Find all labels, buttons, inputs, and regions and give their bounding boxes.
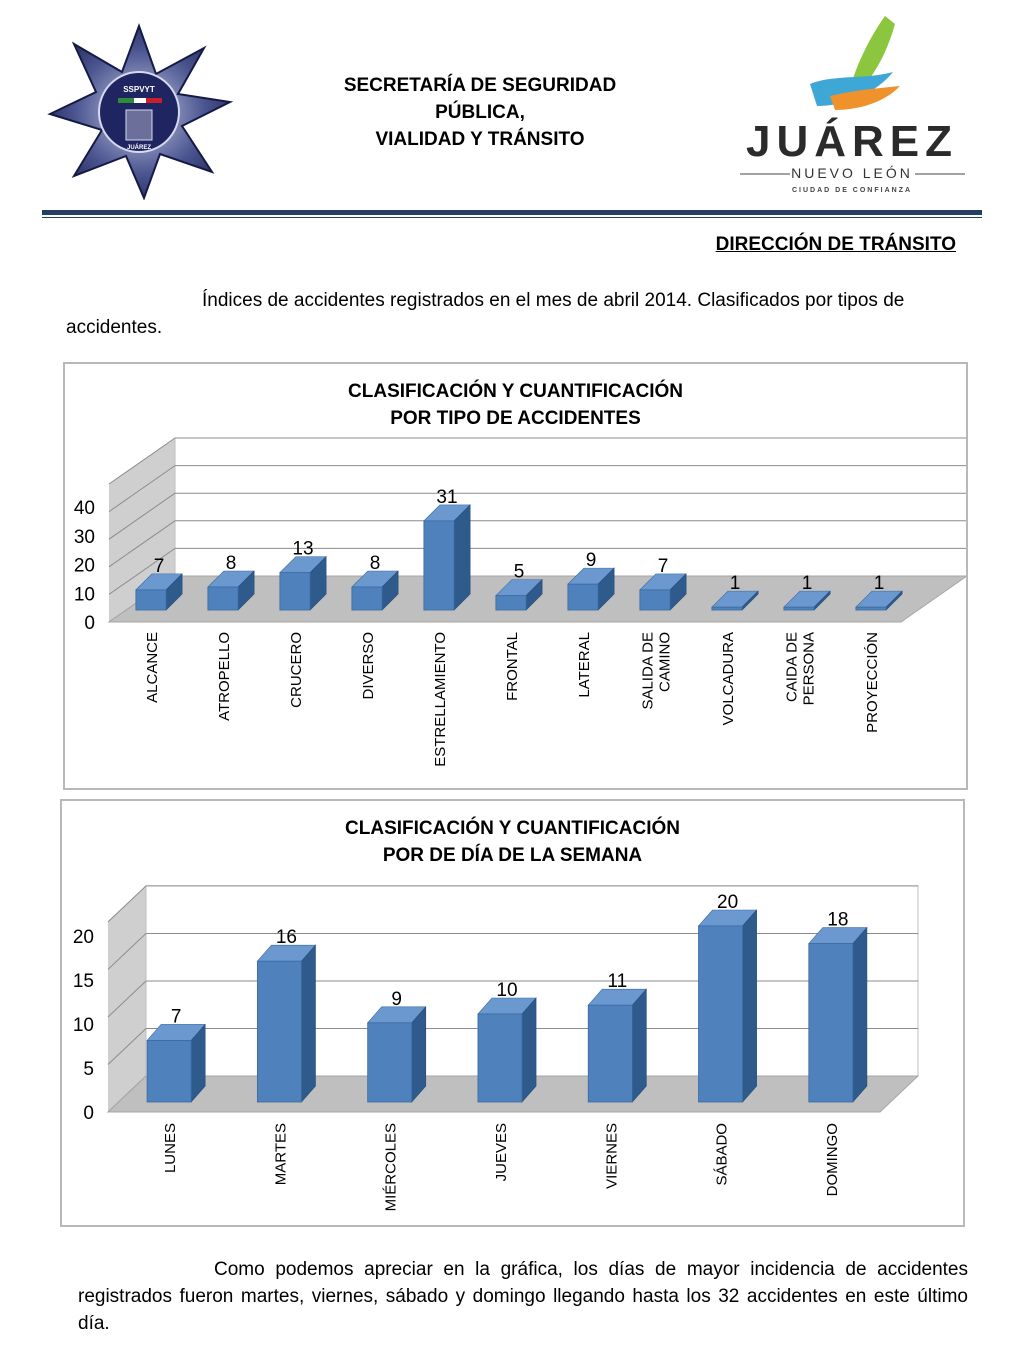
chart-bar [478, 1014, 522, 1102]
chart-bar-side [853, 928, 867, 1102]
juarez-logo-name: JUÁREZ [745, 117, 959, 166]
chart-accident-types [63, 362, 968, 790]
chart-data-label: 13 [292, 538, 314, 560]
chart-x-tick-label: DOMINGO [823, 1123, 841, 1197]
chart-bar-side [632, 989, 646, 1102]
intro-paragraph: Índices de accidentes registrados en el mes de abril 2014. Clasificados por tipos de accidentes. [66, 290, 905, 338]
chart-bar [147, 1040, 191, 1102]
chart-y-tick-label: 30 [73, 526, 95, 548]
chart-y-tick-label: 10 [73, 584, 95, 606]
chart-bar [280, 573, 310, 610]
chart-data-label: 1 [873, 573, 885, 595]
chart-data-label: 1 [801, 573, 813, 595]
chart-bar [784, 607, 814, 610]
chart-bar [809, 944, 853, 1102]
chart-y-tick-label: 15 [72, 971, 94, 992]
header-divider-thin [42, 217, 982, 218]
chart-x-tick-label: ATROPELLO [216, 632, 233, 721]
chart-bar [352, 587, 382, 610]
header-title-line: SECRETARÍA DE SEGURIDAD [343, 75, 617, 96]
juarez-leaf-logo-icon [735, 14, 970, 199]
chart-title-line: POR DE DÍA DE LA SEMANA [382, 845, 643, 866]
chart-x-tick-label: VOLCADURA [720, 632, 737, 726]
chart-bar-side [454, 505, 470, 610]
juarez-logo-subtitle: NUEVO LEÓN [791, 165, 913, 181]
chart-x-tick-label: ESTRELLAMIENTO [432, 632, 449, 767]
chart-data-label: 7 [170, 1006, 182, 1028]
juarez-logo-tagline: CIUDAD DE CONFIANZA [791, 187, 913, 194]
header-divider [42, 210, 982, 215]
chart-y-tick-label: 10 [72, 1015, 94, 1036]
chart-data-label: 11 [607, 971, 628, 993]
chart-x-tick-label: MIÉRCOLES [382, 1123, 400, 1212]
section-heading: DIRECCIÓN DE TRÁNSITO [715, 234, 956, 255]
chart-data-label: 18 [827, 909, 849, 931]
chart-x-tick-label: CRUCERO [288, 632, 305, 708]
chart-x-tick-label: PERSONA [800, 632, 818, 706]
header-title [300, 72, 660, 153]
chart-x-tick-label: PROYECCIÓN [864, 632, 881, 733]
chart-bar [368, 1023, 412, 1102]
chart-x-tick-label: ALCANCE [144, 632, 161, 703]
chart-data-label: 16 [275, 927, 297, 949]
chart-x-tick-label: DIVERSO [360, 632, 377, 700]
chart-bar [257, 961, 301, 1102]
chart-y-tick-label: 0 [84, 613, 95, 634]
chart-bar [856, 607, 886, 610]
chart-bar [699, 926, 743, 1102]
chart-bar [424, 521, 454, 610]
header-title-line: PÚBLICA, [435, 102, 525, 123]
conclusion-paragraph: Como podemos apreciar en la gráfica, los días de mayor incidencia de accidentes registrados fueron martes, viernes, sábado y domingo llegando hasta los 32 accidentes en este último día. [78, 1259, 968, 1334]
chart-bar [496, 596, 526, 610]
chart-data-label: 9 [585, 550, 597, 572]
chart-x-tick-label: LUNES [162, 1123, 180, 1174]
chart-title-line: CLASIFICACIÓN Y CUANTIFICACIÓN [345, 818, 680, 839]
chart-y-tick-label: 20 [73, 555, 95, 577]
chart-bar-side [301, 945, 315, 1102]
chart-data-label: 5 [513, 561, 525, 583]
chart-x-tick-label: VIERNES [603, 1123, 621, 1189]
badge-bottom-text: JUÁREZ [126, 145, 152, 151]
chart-data-label: 8 [225, 553, 237, 574]
chart-x-tick-label: LATERAL [576, 632, 593, 698]
header-title-line: VIALIDAD Y TRÁNSITO [375, 129, 585, 150]
chart-plot-accident-types [65, 364, 966, 788]
chart-data-label: 9 [391, 988, 403, 1010]
chart-x-tick-label: JUEVES [493, 1123, 510, 1182]
badge-top-text: SSPVYT [123, 85, 155, 94]
chart-data-label: 20 [717, 892, 739, 913]
chart-x-tick-label: SÁBADO [713, 1123, 731, 1186]
chart-bar-side [522, 998, 536, 1102]
chart-y-tick-label: 5 [83, 1059, 94, 1080]
chart-title-line: CLASIFICACIÓN Y CUANTIFICACIÓN [348, 381, 683, 402]
chart-bar [208, 587, 238, 610]
chart-x-tick-label: FRONTAL [504, 632, 521, 701]
chart-x-tick-label: SALIDA DE [639, 632, 657, 710]
chart-y-tick-label: 20 [72, 927, 94, 948]
chart-bar [136, 590, 166, 610]
chart-x-tick-label: MARTES [272, 1123, 290, 1186]
chart-bar [640, 590, 670, 610]
chart-bar [568, 584, 598, 610]
chart-x-tick-label: CAMINO [656, 632, 674, 692]
chart-data-label: 1 [729, 573, 741, 595]
chart-y-tick-label: 0 [83, 1103, 94, 1124]
chart-bar [712, 607, 742, 610]
chart-data-label: 7 [153, 555, 165, 577]
police-star-badge-icon [44, 22, 234, 200]
chart-data-label: 7 [657, 555, 669, 577]
chart-data-label: 8 [369, 553, 381, 574]
chart-data-label: 10 [496, 980, 518, 1001]
chart-data-label: 31 [436, 486, 458, 508]
chart-bar-side [743, 910, 757, 1102]
chart-plot-weekday [62, 801, 963, 1225]
chart-y-tick-label: 40 [73, 498, 95, 519]
chart-x-tick-label: CAIDA DE [783, 632, 801, 703]
chart-title-line: POR TIPO DE ACCIDENTES [390, 408, 641, 429]
chart-bar-side [412, 1007, 426, 1102]
chart-bar [588, 1005, 632, 1102]
chart-weekday [60, 799, 965, 1227]
